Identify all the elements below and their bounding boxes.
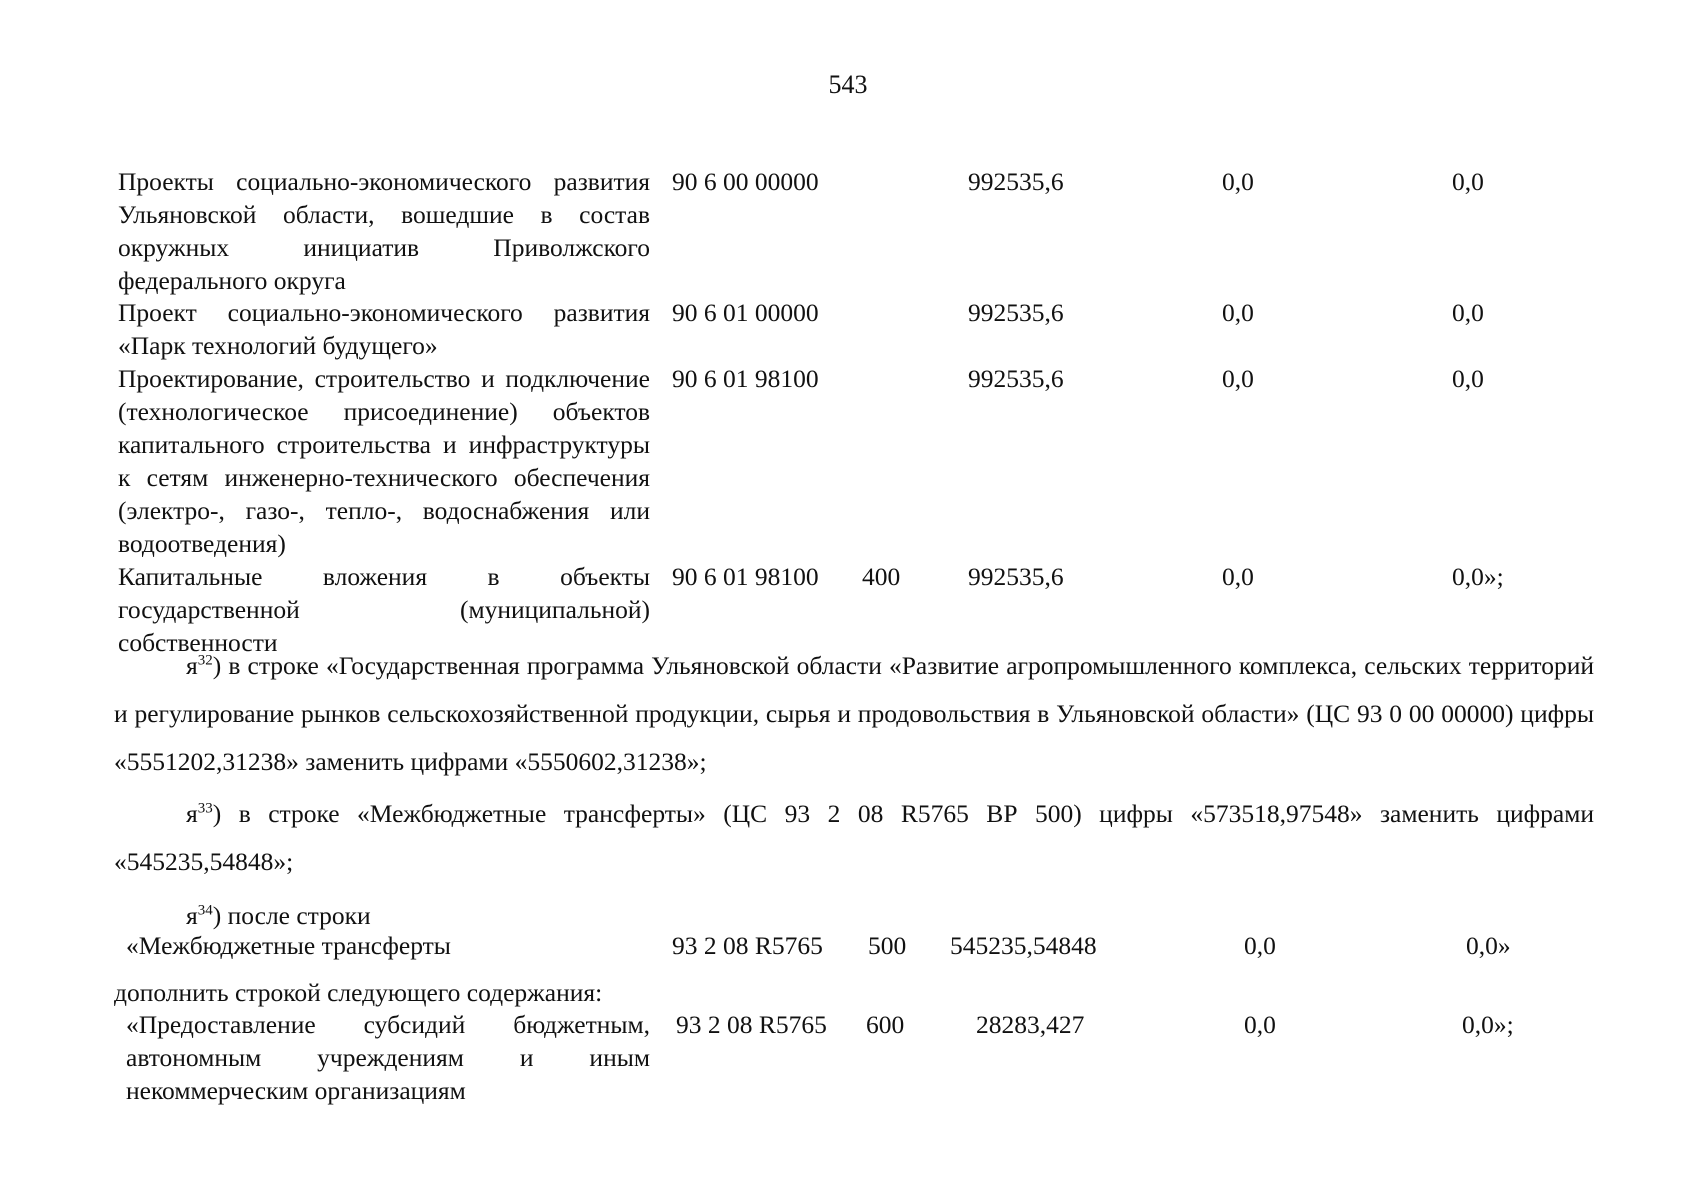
row-description: Капитальные вложения в объекты государственной (муниципальной) собственности (118, 562, 650, 657)
paragraph-text: ) после строки (212, 901, 371, 930)
row-value-3: 0,0 (1452, 167, 1484, 196)
row-value-2: 0,0 (1222, 298, 1254, 327)
paragraph-text: ) в строке «Государственная программа Ульяновской области «Развитие агропромышленного комплекса, сельских территорий и регулирование рынков сельскохозяйственной продукции, сырья и продовольствия в Ульяновской области» (ЦС 93 0 00 00000) цифры «5551202,31238» заменить цифрами «5550602,31238»; (114, 651, 1594, 776)
row-cs-code: 90 6 01 98100 (672, 364, 819, 393)
row-cs-code: 93 2 08 R5765 (676, 1010, 827, 1039)
page-number: 543 (828, 70, 868, 99)
supplement-intro: дополнить строкой следующего содержания: (114, 978, 603, 1007)
row-value-2: 0,0 (1222, 167, 1254, 196)
row-value-2: 0,0 (1244, 931, 1276, 960)
row-vr-code: 500 (868, 931, 907, 960)
paragraph-number: 33 (197, 800, 213, 817)
row-value-2: 0,0 (1222, 364, 1254, 393)
amendment-paragraph-33 (114, 790, 1594, 886)
row-vr-code: 400 (862, 562, 901, 591)
row-description: «Межбюджетные трансферты (126, 931, 451, 960)
row-value-1: 992535,6 (968, 167, 1064, 196)
row-value-1: 992535,6 (968, 364, 1064, 393)
row-value-2: 0,0 (1222, 562, 1254, 591)
row-description: «Предоставление субсидий бюджетным, автономным учреждениям и иным некоммерческим организациям (126, 1010, 650, 1105)
row-value-1: 545235,54848 (950, 931, 1097, 960)
row-value-2: 0,0 (1244, 1010, 1276, 1039)
paragraph-number: 34 (197, 902, 213, 919)
row-value-1: 28283,427 (976, 1010, 1085, 1039)
amendment-paragraph-32 (114, 642, 1594, 786)
row-cs-code: 93 2 08 R5765 (672, 931, 823, 960)
row-description: Проекты социально-экономического развития Ульяновской области, вошедшие в состав окружных инициатив Приволжского федерального округа (118, 167, 650, 295)
row-value-3: 0,0»; (1462, 1010, 1514, 1039)
row-cs-code: 90 6 01 98100 (672, 562, 819, 591)
row-value-1: 992535,6 (968, 562, 1064, 591)
row-value-3: 0,0»; (1452, 562, 1504, 591)
row-value-3: 0,0 (1452, 298, 1484, 327)
row-cs-code: 90 6 01 00000 (672, 298, 819, 327)
paragraph-prefix: я (186, 901, 198, 930)
row-description: Проект социально-экономического развития «Парк технологий будущего» (118, 298, 650, 360)
row-cs-code: 90 6 00 00000 (672, 167, 819, 196)
amendment-paragraph-34 (186, 899, 371, 932)
row-vr-code: 600 (866, 1010, 905, 1039)
paragraph-number: 32 (197, 652, 213, 669)
row-description: Проектирование, строительство и подключение (технологическое присоединение) объектов капитального строительства и инфраструктуры к сетям инженерно-технического обеспечения (электро-, газо-, тепло-, водоснабжения или водоотведения) (118, 364, 650, 558)
paragraph-prefix: я (186, 799, 198, 828)
row-value-3: 0,0 (1452, 364, 1484, 393)
row-value-1: 992535,6 (968, 298, 1064, 327)
paragraph-prefix: я (186, 651, 198, 680)
row-value-3: 0,0» (1466, 931, 1511, 960)
paragraph-text: ) в строке «Межбюджетные трансферты» (ЦС 93 2 08 R5765 ВР 500) цифры «573518,97548» заменить цифрами «545235,54848»; (114, 799, 1594, 876)
